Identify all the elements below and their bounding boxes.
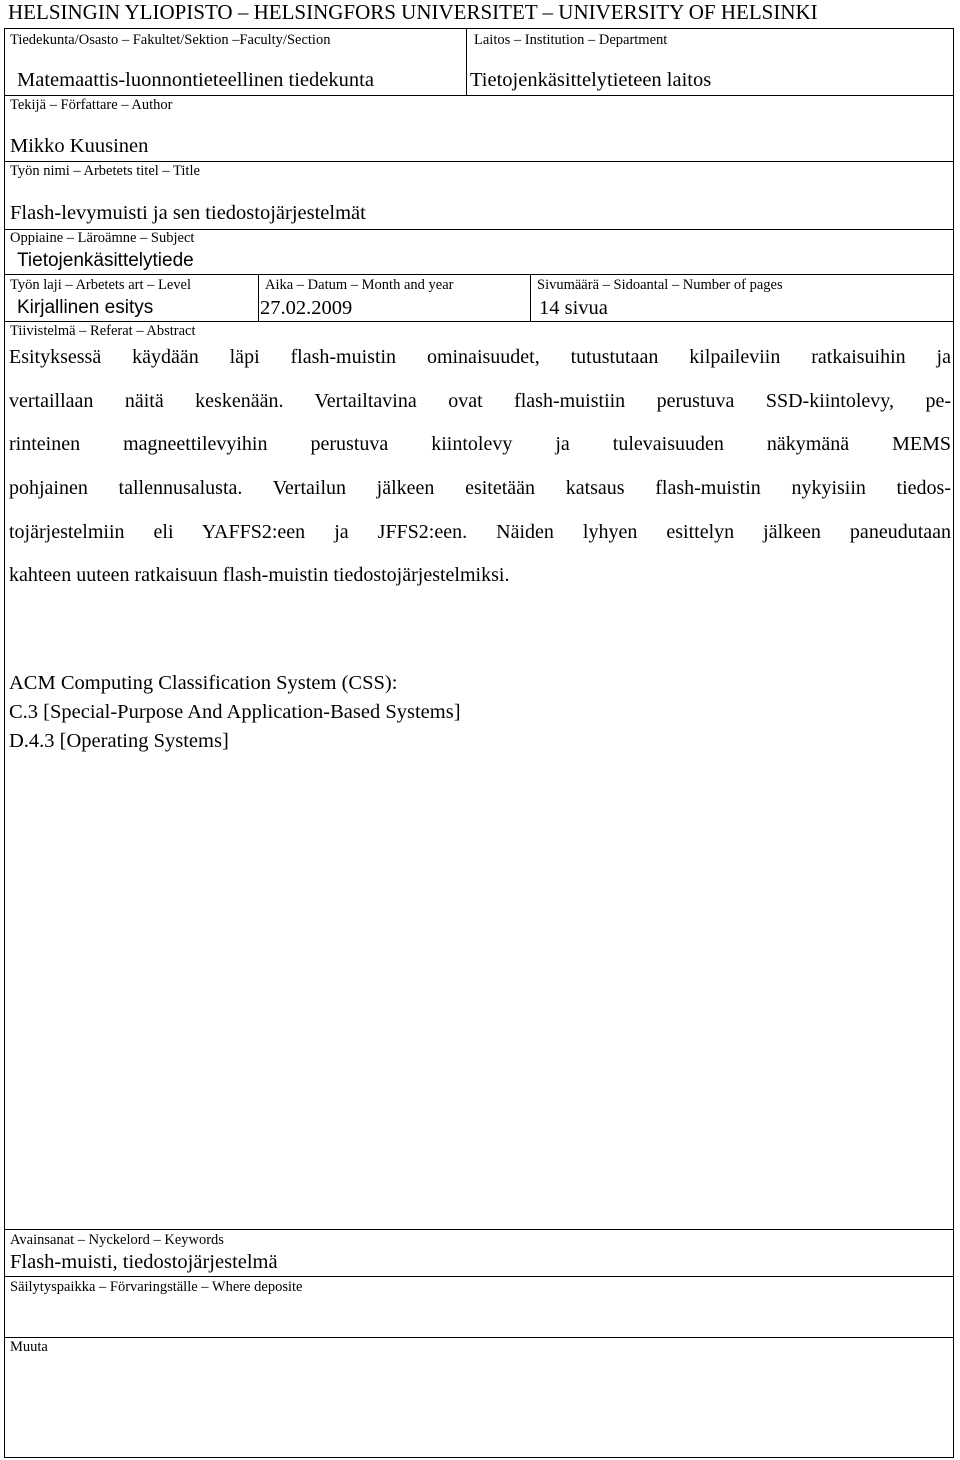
- row-divider: [4, 161, 954, 162]
- pages-label: Sivumäärä – Sidoantal – Number of pages: [537, 277, 783, 293]
- row-divider: [4, 1229, 954, 1230]
- row-divider: [4, 95, 954, 96]
- faculty-label: Tiedekunta/Osasto – Fakultet/Sektion –Faculty/Section: [10, 32, 331, 48]
- row-divider: [4, 274, 954, 275]
- date-label: Aika – Datum – Month and year: [265, 277, 454, 293]
- level-date-divider: [258, 274, 259, 322]
- abstract-line: kahteen uuteen ratkaisuun flash-muistin tiedostojärjestelmiksi.: [9, 564, 510, 587]
- subject-value: Tietojenkäsittelytiede: [17, 250, 194, 271]
- abstract-text: [9, 336, 951, 598]
- date-pages-divider: [530, 274, 531, 322]
- acm-classification-heading: ACM Computing Classification System (CSS):: [9, 672, 398, 694]
- date-value: 27.02.2009: [260, 297, 353, 319]
- row-divider: [4, 1337, 954, 1338]
- deposit-label: Säilytyspaikka – Förvaringställe – Where deposite: [10, 1279, 303, 1295]
- faculty-department-divider: [466, 28, 467, 95]
- department-value: Tietojenkäsittelytieteen laitos: [470, 69, 712, 91]
- author-value: Mikko Kuusinen: [10, 135, 149, 157]
- subject-label: Oppiaine – Läroämne – Subject: [10, 230, 195, 246]
- row-divider: [4, 1276, 954, 1277]
- other-label: Muuta: [10, 1339, 48, 1355]
- abstract-line: vertaillaan näitä keskenään. Vertailtavina ovat flash-muistiin perustuva SSD-kiintolevy, pe-: [9, 389, 951, 412]
- author-label: Tekijä – Författare – Author: [10, 97, 173, 113]
- university-heading: HELSINGIN YLIOPISTO – HELSINGFORS UNIVERSITET – UNIVERSITY OF HELSINKI: [8, 0, 818, 24]
- abstract-line: Esityksessä käydään läpi flash-muistin ominaisuudet, tutustutaan kilpaileviin ratkaisuihin ja: [9, 346, 951, 368]
- abstract-line: pohjainen tallennusalusta. Vertailun jälkeen esitetään katsaus flash-muistin nykyisiin tiedos-: [9, 477, 951, 500]
- level-value: Kirjallinen esitys: [17, 297, 154, 318]
- department-label: Laitos – Institution – Department: [474, 32, 668, 48]
- abstract-label: Tiivistelmä – Referat – Abstract: [10, 323, 196, 339]
- abstract-line: rinteinen magneettilevyihin perustuva kiintolevy ja tulevaisuuden näkymänä MEMS: [9, 433, 951, 456]
- level-label: Työn laji – Arbetets art – Level: [10, 277, 191, 293]
- abstract-line: tojärjestelmiin eli YAFFS2:een ja JFFS2:een. Näiden lyhyen esittelyn jälkeen paneudutaan: [9, 520, 951, 543]
- pages-value: 14 sivua: [539, 297, 608, 319]
- title-label: Työn nimi – Arbetets titel – Title: [10, 163, 200, 179]
- keywords-value: Flash-muisti, tiedostojärjestelmä: [10, 1251, 278, 1273]
- faculty-value: Matemaattis-luonnontieteellinen tiedekunta: [17, 69, 374, 91]
- acm-classification-item: D.4.3 [Operating Systems]: [9, 730, 229, 752]
- acm-classification-item: C.3 [Special-Purpose And Application-Based Systems]: [9, 701, 461, 723]
- row-divider: [4, 321, 954, 322]
- title-value: Flash-levymuisti ja sen tiedostojärjestelmät: [10, 202, 366, 224]
- keywords-label: Avainsanat – Nyckelord – Keywords: [10, 1232, 224, 1248]
